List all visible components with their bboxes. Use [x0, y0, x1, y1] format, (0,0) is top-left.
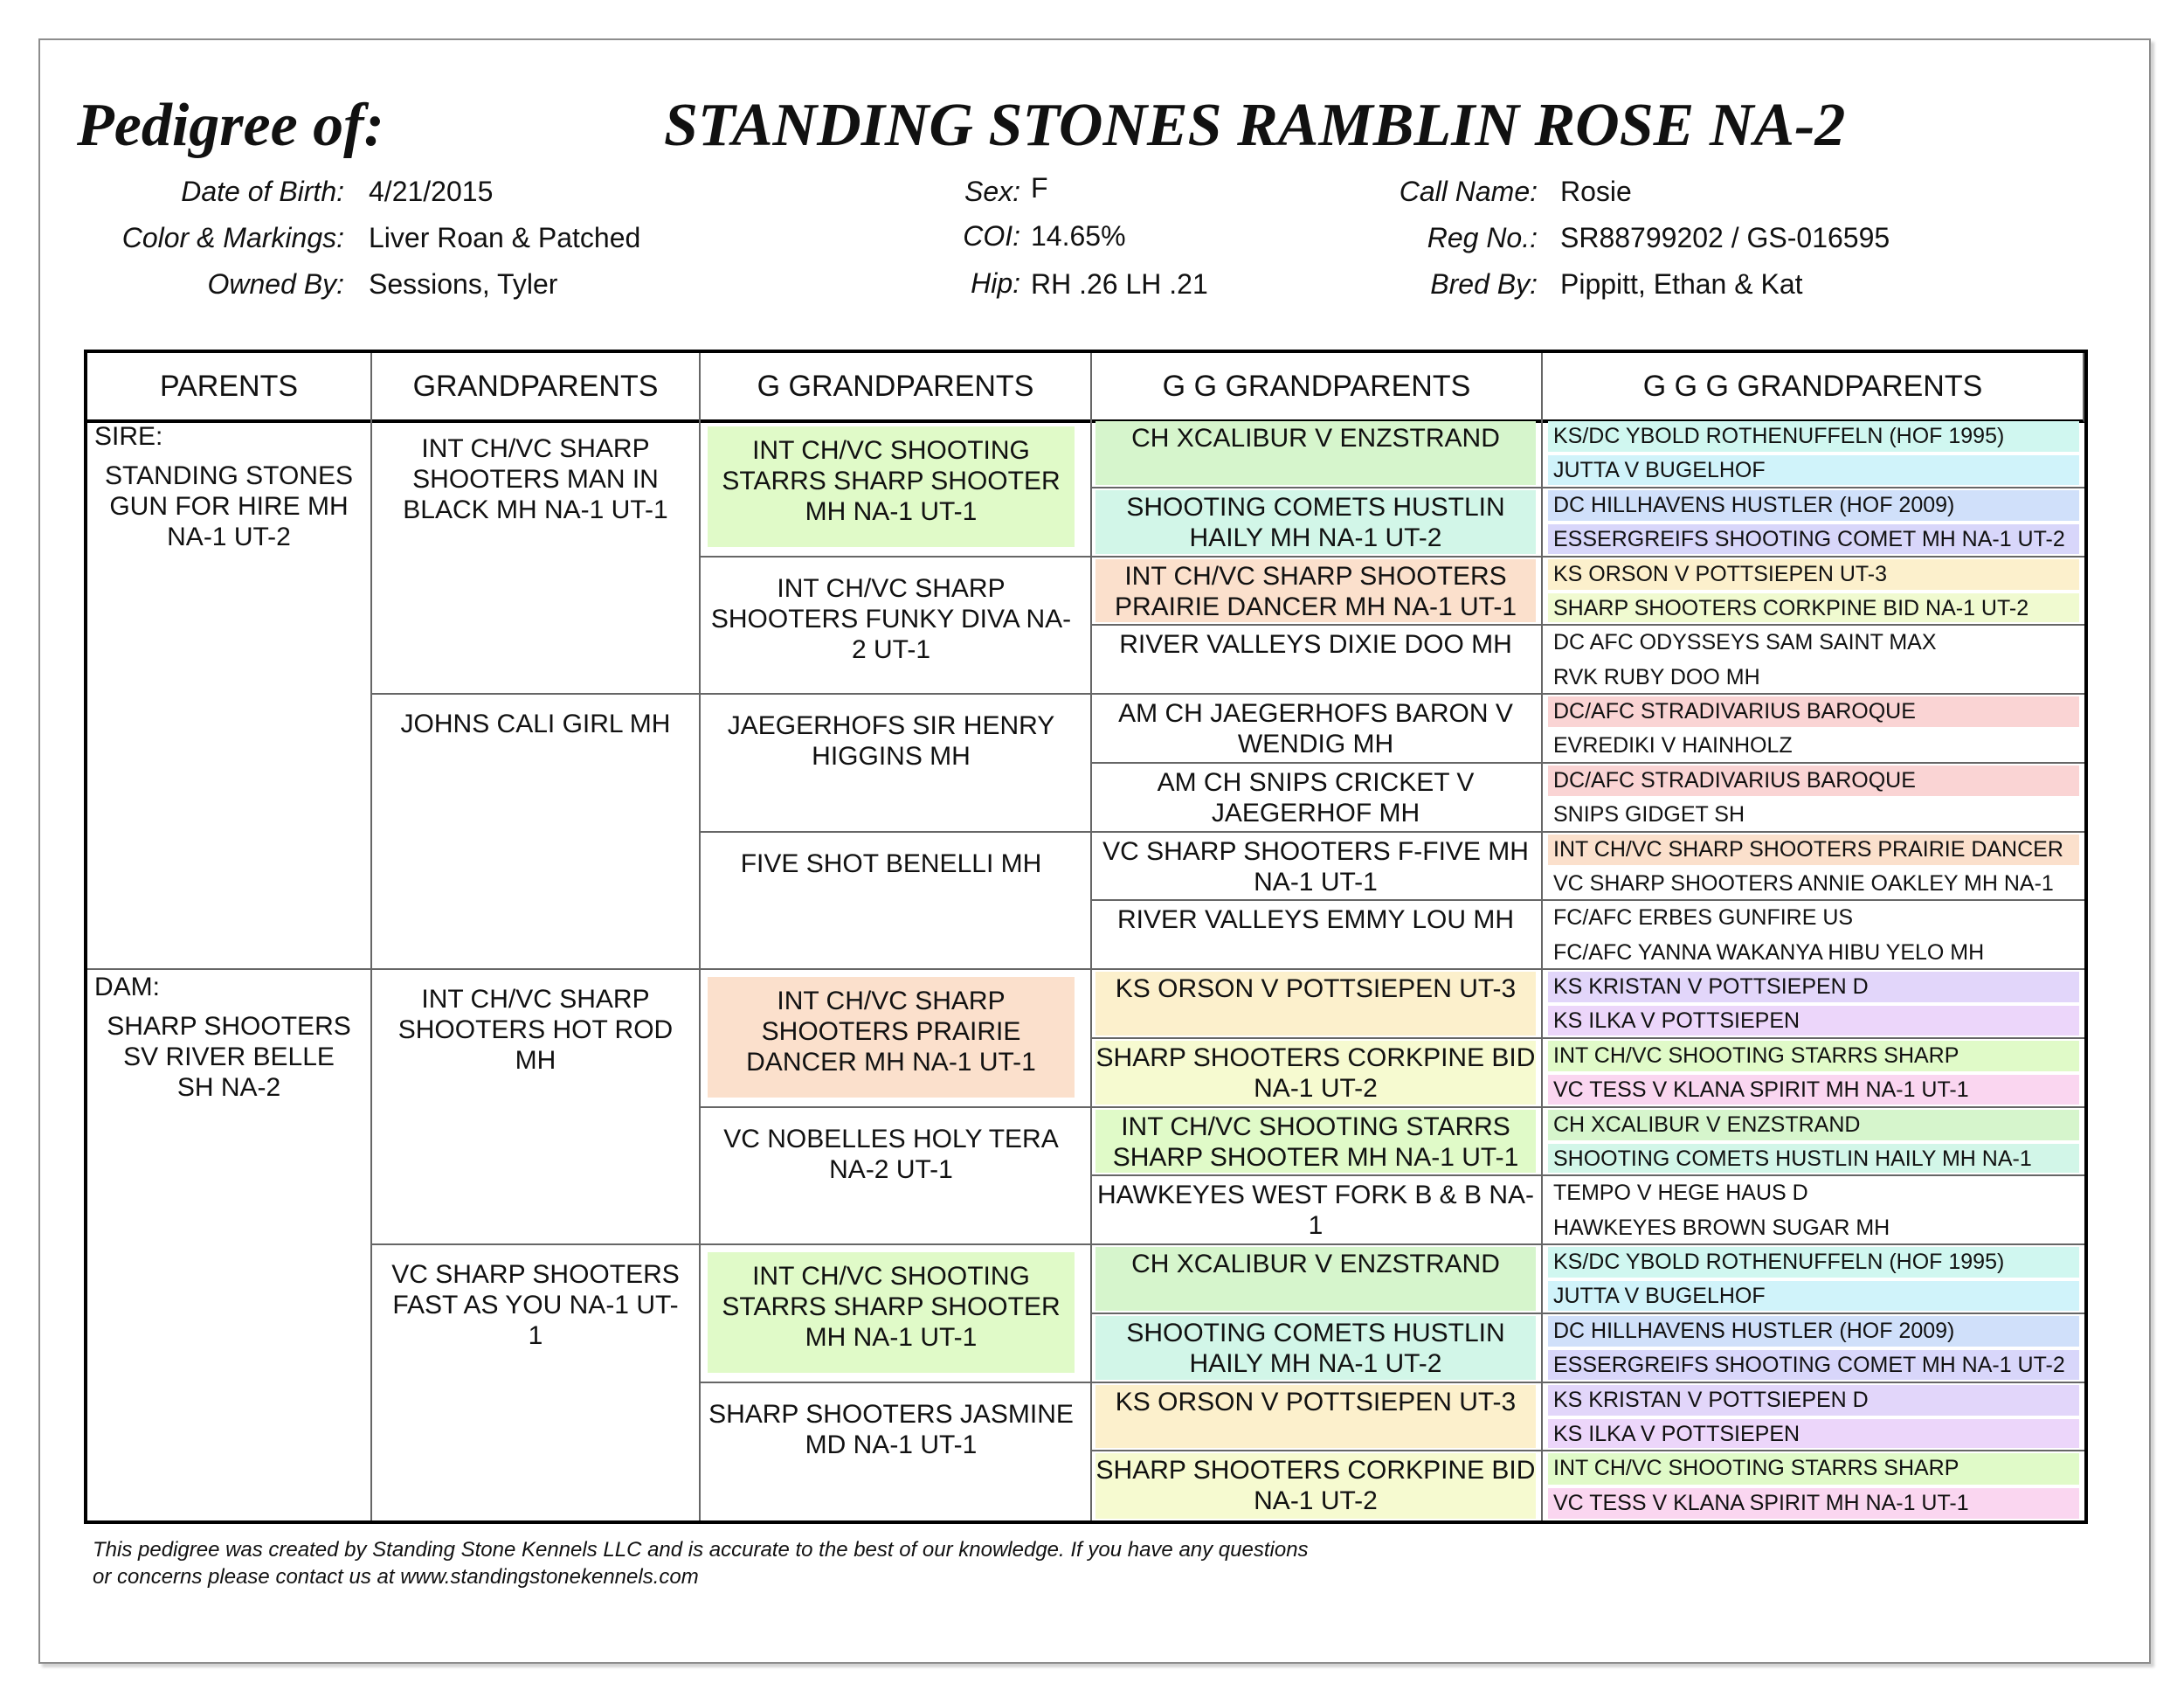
- ggg-grandparent-name: VC TESS V KLANA SPIRIT MH NA-1 UT-1: [1548, 1488, 2079, 1519]
- dob-label: Date of Birth:: [181, 176, 344, 207]
- ggg-grandparent-cell: [1543, 833, 2084, 867]
- ggg-grandparent-cell: [1543, 1279, 2084, 1313]
- gg-grandparent-name: SHARP SHOOTERS CORKPINE BID NA-1 UT-2: [1095, 1453, 1536, 1519]
- g-grandparent-name: FIVE SHOT BENELLI MH: [740, 848, 1042, 878]
- ggg-grandparent-cell: [1543, 1108, 2084, 1142]
- ggg-grandparent-name: ESSERGREIFS SHOOTING COMET MH NA-1 UT-2: [1548, 524, 2079, 553]
- ggg-grandparent-name: JUTTA V BUGELHOF: [1548, 1281, 2079, 1310]
- ggg-grandparent-cell: [1543, 729, 2084, 763]
- gg-grandparent-cell: [1092, 833, 1543, 902]
- gg-grandparent-cell: [1092, 558, 1543, 627]
- gg-grandparent-cell: [1092, 419, 1543, 488]
- gg-grandparent-name: CH XCALIBUR V ENZSTRAND: [1095, 1247, 1536, 1311]
- ggg-grandparent-name: KS ILKA V POTTSIEPEN: [1548, 1419, 2079, 1448]
- pedigree-table: [84, 350, 2088, 1524]
- gg-grandparent-cell: [1092, 764, 1543, 833]
- ggg-grandparent-cell: [1543, 1417, 2084, 1451]
- gg-grandparent-cell: [1092, 1245, 1543, 1314]
- ggg-grandparent-cell: [1543, 1142, 2084, 1176]
- g-grandparent-cell: [701, 1383, 1092, 1521]
- ggg-grandparent-cell: [1543, 1211, 2084, 1245]
- ggg-grandparent-cell: [1543, 661, 2084, 695]
- ggg-grandparent-cell: [1543, 1039, 2084, 1073]
- ggg-grandparent-name: RVK RUBY DOO MH: [1553, 664, 1760, 689]
- gg-grandparent-name: VC SHARP SHOOTERS F-FIVE MH NA-1 UT-1: [1102, 836, 1529, 897]
- gg-grandparent-cell: [1092, 626, 1543, 695]
- reg-no-value: SR88799202 / GS-016595: [1560, 222, 1890, 253]
- gg-grandparent-cell: [1092, 488, 1543, 558]
- g-grandparent-cell: [701, 1108, 1092, 1246]
- ggg-grandparent-name: KS/DC YBOLD ROTHENUFFELN (HOF 1995): [1548, 1247, 2079, 1278]
- ggg-grandparent-name: DC/AFC STRADIVARIUS BAROQUE: [1548, 696, 2079, 727]
- ggg-grandparent-cell: [1543, 901, 2084, 935]
- sex-value: F: [1031, 172, 1048, 204]
- bred-by-value: Pippitt, Ethan & Kat: [1560, 268, 1803, 300]
- g-grandparent-cell: [701, 1245, 1092, 1383]
- call-name-label: Call Name:: [1399, 176, 1538, 207]
- ggg-grandparent-cell: [1543, 523, 2084, 557]
- grandparent-cell: INT CH/VC SHARP SHOOTERS MAN IN BLACK MH NA-1 UT-1: [372, 419, 701, 695]
- bred-by-label: Bred By:: [1430, 268, 1538, 300]
- reg-no-label: Reg No.:: [1427, 222, 1538, 253]
- dob-value: 4/21/2015: [369, 176, 494, 207]
- ggg-grandparent-cell: [1543, 1073, 2084, 1107]
- g-grandparent-name: INT CH/VC SHOOTING STARRS SHARP SHOOTER MH NA-1 UT-1: [708, 1252, 1075, 1373]
- g-grandparent-cell: [701, 419, 1092, 558]
- coi-label: COI:: [963, 220, 1020, 252]
- ggg-grandparent-name: CH XCALIBUR V ENZSTRAND: [1548, 1110, 2079, 1140]
- ggg-grandparent-cell: [1543, 1383, 2084, 1417]
- color-label: Color & Markings:: [121, 222, 344, 253]
- ggg-grandparent-cell: [1543, 798, 2084, 832]
- g-grandparent-cell: [701, 970, 1092, 1108]
- ggg-grandparent-cell: [1543, 558, 2084, 592]
- coi-value: 14.65%: [1031, 220, 1126, 252]
- header-parents: PARENTS: [87, 353, 372, 423]
- ggg-grandparent-name: TEMPO V HEGE HAUS D: [1553, 1181, 1808, 1206]
- ggg-grandparent-cell: [1543, 592, 2084, 626]
- gg-grandparent-name: HAWKEYES WEST FORK B & B NA-1: [1096, 1181, 1535, 1241]
- grandparent-cell: INT CH/VC SHARP SHOOTERS HOT ROD MH: [372, 970, 701, 1245]
- ggg-grandparent-cell: [1543, 488, 2084, 523]
- ggg-grandparent-name: INT CH/VC SHARP SHOOTERS PRAIRIE DANCER: [1548, 835, 2079, 865]
- title-prefix: Pedigree of:: [77, 92, 384, 159]
- ggg-grandparent-cell: [1543, 970, 2084, 1004]
- gg-grandparent-cell: [1092, 1451, 1543, 1520]
- ggg-grandparent-cell: [1543, 454, 2084, 488]
- ggg-grandparent-name: DC/AFC STRADIVARIUS BAROQUE: [1548, 765, 2079, 796]
- gg-grandparent-cell: [1092, 1039, 1543, 1108]
- g-grandparent-name: SHARP SHOOTERS JASMINE MD NA-1 UT-1: [708, 1399, 1074, 1459]
- sire-cell: [87, 419, 372, 970]
- footer-note: This pedigree was created by Standing Stone Kennels LLC and is accurate to the best of our knowledge. If you have any questions or concerns please contact us at www.standingstonekennels.com: [93, 1538, 1309, 1589]
- parent-name: SHARP SHOOTERS SV RIVER BELLE SH NA-2: [107, 1012, 351, 1102]
- gg-grandparent-cell: [1092, 1383, 1543, 1452]
- gg-grandparent-cell: [1092, 695, 1543, 764]
- g-grandparent-cell: [701, 558, 1092, 696]
- g-grandparent-name: JAEGERHOFS SIR HENRY HIGGINS MH: [727, 711, 1055, 771]
- ggg-grandparent-name: DC HILLHAVENS HUSTLER (HOF 2009): [1548, 1316, 2079, 1347]
- ggg-grandparent-name: EVREDIKI V HAINHOLZ: [1553, 733, 1793, 758]
- ggg-grandparent-name: KS KRISTAN V POTTSIEPEN D: [1548, 1385, 2079, 1416]
- ggg-grandparent-cell: [1543, 1348, 2084, 1382]
- ggg-grandparent-name: DC HILLHAVENS HUSTLER (HOF 2009): [1548, 490, 2079, 521]
- owner-label: Owned By:: [207, 268, 344, 300]
- owner-value: Sessions, Tyler: [369, 268, 558, 300]
- gg-grandparent-name: INT CH/VC SHOOTING STARRS SHARP SHOOTER MH NA-1 UT-1: [1095, 1110, 1536, 1174]
- ggg-grandparent-name: VC TESS V KLANA SPIRIT MH NA-1 UT-1: [1548, 1075, 2079, 1104]
- ggg-grandparent-name: HAWKEYES BROWN SUGAR MH: [1553, 1215, 1890, 1240]
- ggg-grandparent-cell: [1543, 936, 2084, 970]
- g-grandparent-cell: [701, 833, 1092, 971]
- ggg-grandparent-cell: [1543, 1004, 2084, 1038]
- grandparent-cell: VC SHARP SHOOTERS FAST AS YOU NA-1 UT-1: [372, 1245, 701, 1520]
- ggg-grandparent-cell: [1543, 867, 2084, 901]
- ggg-grandparent-name: KS ILKA V POTTSIEPEN: [1548, 1006, 2079, 1035]
- ggg-grandparent-name: KS KRISTAN V POTTSIEPEN D: [1548, 972, 2079, 1002]
- ggg-grandparent-name: FC/AFC ERBES GUNFIRE US: [1553, 905, 1854, 931]
- ggg-grandparent-cell: [1543, 1451, 2084, 1486]
- ggg-grandparent-name: DC AFC ODYSSEYS SAM SAINT MAX: [1553, 630, 1937, 655]
- ggg-grandparent-name: JUTTA V BUGELHOF: [1548, 455, 2079, 484]
- gg-grandparent-name: CH XCALIBUR V ENZSTRAND: [1095, 421, 1536, 485]
- ggg-grandparent-cell: [1543, 1314, 2084, 1348]
- parent-role-label: DAM:: [94, 973, 160, 1001]
- ggg-grandparent-name: FC/AFC YANNA WAKANYA HIBU YELO MH: [1553, 939, 1985, 965]
- ggg-grandparent-cell: [1543, 626, 2084, 660]
- ggg-grandparent-name: KS ORSON V POTTSIEPEN UT-3: [1548, 559, 2079, 590]
- ggg-grandparent-cell: [1543, 419, 2084, 454]
- g-grandparent-name: INT CH/VC SHARP SHOOTERS PRAIRIE DANCER MH NA-1 UT-1: [708, 977, 1075, 1098]
- ggg-grandparent-cell: [1543, 764, 2084, 798]
- gg-grandparent-name: SHOOTING COMETS HUSTLIN HAILY MH NA-1 UT-2: [1095, 1316, 1536, 1380]
- g-grandparent-cell: [701, 695, 1092, 833]
- grandparent-cell: JOHNS CALI GIRL MH: [372, 695, 701, 970]
- ggg-grandparent-name: SHARP SHOOTERS CORKPINE BID NA-1 UT-2: [1548, 593, 2079, 622]
- ggg-grandparent-cell: [1543, 1176, 2084, 1210]
- ggg-grandparent-cell: [1543, 1486, 2084, 1520]
- header-grandparents: GRANDPARENTS: [372, 353, 701, 423]
- gg-grandparent-name: RIVER VALLEYS EMMY LOU MH: [1116, 905, 1514, 935]
- hip-label: Hip:: [971, 267, 1020, 299]
- sex-label: Sex:: [964, 176, 1020, 207]
- ggg-grandparent-name: SNIPS GIDGET SH: [1553, 802, 1745, 828]
- gg-grandparent-name: SHOOTING COMETS HUSTLIN HAILY MH NA-1 UT-2: [1095, 490, 1536, 554]
- gg-grandparent-cell: [1092, 901, 1543, 970]
- gg-grandparent-name: AM CH SNIPS CRICKET V JAEGERHOF MH: [1157, 767, 1475, 828]
- header-gg-grandparents: G G GRANDPARENTS: [1092, 353, 1543, 423]
- ggg-grandparent-name: VC SHARP SHOOTERS ANNIE OAKLEY MH NA-1: [1553, 870, 2054, 896]
- ggg-grandparent-cell: [1543, 695, 2084, 729]
- header-g-grandparents: G GRANDPARENTS: [701, 353, 1092, 423]
- parent-name: STANDING STONES GUN FOR HIRE MH NA-1 UT-2: [105, 461, 353, 551]
- call-name-value: Rosie: [1560, 176, 1632, 207]
- g-grandparent-name: INT CH/VC SHARP SHOOTERS FUNKY DIVA NA-2 UT-1: [710, 573, 1072, 664]
- color-value: Liver Roan & Patched: [369, 222, 641, 253]
- gg-grandparent-name: AM CH JAEGERHOFS BARON V WENDIG MH: [1118, 699, 1513, 758]
- gg-grandparent-name: INT CH/VC SHARP SHOOTERS PRAIRIE DANCER MH NA-1 UT-1: [1095, 559, 1536, 623]
- header-ggg-grandparents: G G G GRANDPARENTS: [1543, 353, 2084, 423]
- parent-role-label: SIRE:: [94, 422, 163, 451]
- gg-grandparent-name: SHARP SHOOTERS CORKPINE BID NA-1 UT-2: [1095, 1041, 1536, 1105]
- gg-grandparent-cell: [1092, 970, 1543, 1039]
- dog-name-title: STANDING STONES RAMBLIN ROSE NA-2: [664, 92, 1846, 159]
- gg-grandparent-name: KS ORSON V POTTSIEPEN UT-3: [1095, 972, 1536, 1036]
- gg-grandparent-cell: [1092, 1176, 1543, 1245]
- g-grandparent-name: VC NOBELLES HOLY TERA NA-2 UT-1: [723, 1124, 1059, 1184]
- ggg-grandparent-name: INT CH/VC SHOOTING STARRS SHARP: [1548, 1041, 2079, 1071]
- g-grandparent-name: INT CH/VC SHOOTING STARRS SHARP SHOOTER MH NA-1 UT-1: [708, 426, 1075, 547]
- dam-cell: [87, 970, 372, 1520]
- ggg-grandparent-name: KS/DC YBOLD ROTHENUFFELN (HOF 1995): [1548, 421, 2079, 452]
- gg-grandparent-name: RIVER VALLEYS DIXIE DOO MH: [1119, 630, 1512, 660]
- gg-grandparent-cell: [1092, 1108, 1543, 1177]
- ggg-grandparent-name: ESSERGREIFS SHOOTING COMET MH NA-1 UT-2: [1548, 1350, 2079, 1379]
- ggg-grandparent-cell: [1543, 1245, 2084, 1279]
- gg-grandparent-cell: [1092, 1314, 1543, 1383]
- hip-value: RH .26 LH .21: [1031, 268, 1208, 300]
- gg-grandparent-name: KS ORSON V POTTSIEPEN UT-3: [1095, 1385, 1536, 1449]
- ggg-grandparent-name: INT CH/VC SHOOTING STARRS SHARP: [1548, 1453, 2079, 1484]
- ggg-grandparent-name: SHOOTING COMETS HUSTLIN HAILY MH NA-1: [1548, 1144, 2079, 1173]
